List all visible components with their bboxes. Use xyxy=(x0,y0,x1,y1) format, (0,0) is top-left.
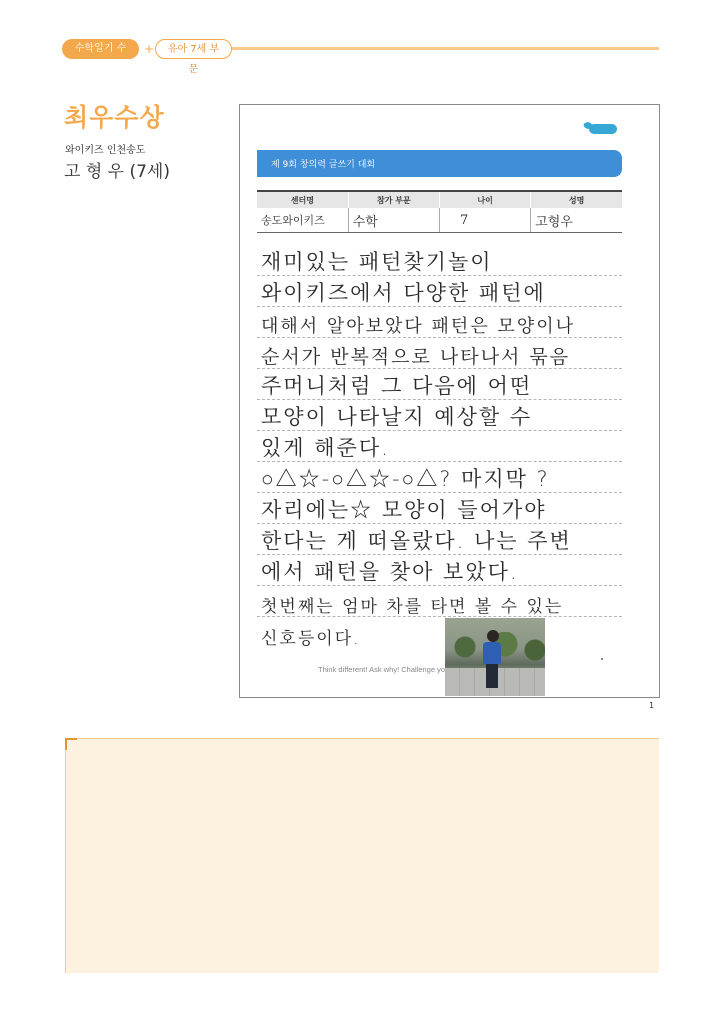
value-center: 송도와이키즈 xyxy=(257,208,348,233)
handwritten-text: 순서가 반복적으로 나타나서 묶음 xyxy=(261,346,571,368)
writing-line xyxy=(257,524,622,555)
value-name: 고형우 xyxy=(531,208,622,233)
writing-line xyxy=(257,338,622,369)
logo-icon xyxy=(589,124,617,134)
writing-line xyxy=(257,462,622,493)
writing-line xyxy=(257,555,622,586)
writing-line xyxy=(257,369,622,400)
school-name: 와이키즈 인천송도 xyxy=(65,145,146,156)
tag-separator: + xyxy=(144,42,155,56)
writing-line xyxy=(257,276,622,307)
child-figure xyxy=(481,630,503,688)
handwritten-text: 있게 해준다. xyxy=(261,436,390,460)
header-rule xyxy=(232,47,659,50)
page-number: 1 xyxy=(649,701,655,710)
handwritten-text: 재미있는 패턴찾기놀이 xyxy=(261,250,493,274)
page-mark xyxy=(601,658,603,660)
writing-line xyxy=(257,493,622,524)
handwritten-text: 신호등이다. xyxy=(261,629,361,649)
writing-line xyxy=(257,617,622,648)
contest-banner xyxy=(257,150,622,177)
header-name: 성명 xyxy=(531,191,622,208)
value-age: 7 xyxy=(440,208,531,233)
writing-line xyxy=(257,586,622,617)
writing-line xyxy=(257,245,622,276)
student-name: 고 형 우 (7세) xyxy=(64,162,170,182)
handwritten-text: ○△☆-○△☆-○△? 마지막 ? xyxy=(261,467,550,491)
info-table xyxy=(257,190,622,233)
notes-panel xyxy=(65,738,659,973)
handwritten-text: 한다는 게 떠올랐다. 나는 주변 xyxy=(261,529,572,553)
handwritten-text: 대해서 알아보았다 패턴은 모양이나 xyxy=(261,316,575,337)
writing-line xyxy=(257,307,622,338)
handwritten-text: 에서 패턴을 찾아 보았다. xyxy=(261,560,519,584)
award-title: 최우수상 xyxy=(64,103,165,132)
writing-line xyxy=(257,431,622,462)
handwritten-text: 와이키즈에서 다양한 패턴에 xyxy=(261,281,546,305)
category-tag: 유아 7세 부문 xyxy=(155,39,232,59)
award-tag: 수학일기 수상작 xyxy=(62,39,139,59)
header-age: 나이 xyxy=(440,191,531,208)
handwriting-area xyxy=(257,245,622,648)
header-category: 참가 부문 xyxy=(348,191,439,208)
footer-slogan: Think different! Ask why! Challenge yo xyxy=(318,665,446,674)
value-category: 수학 xyxy=(348,208,439,233)
handwritten-text: 모양이 나타날지 예상할 수 xyxy=(261,405,533,429)
handwritten-text: 주머니처럼 그 다음에 어떤 xyxy=(261,374,533,398)
header-center: 센터명 xyxy=(257,191,348,208)
contest-title: 제 9회 창의력 글쓰기 대회 xyxy=(271,160,376,170)
handwritten-text: 자리에는☆ 모양이 들어가야 xyxy=(261,498,547,522)
essay-document xyxy=(239,104,660,698)
handwritten-text: 첫번째는 엄마 차를 타면 볼 수 있는 xyxy=(261,597,564,617)
child-photo xyxy=(445,618,545,696)
writing-line xyxy=(257,400,622,431)
